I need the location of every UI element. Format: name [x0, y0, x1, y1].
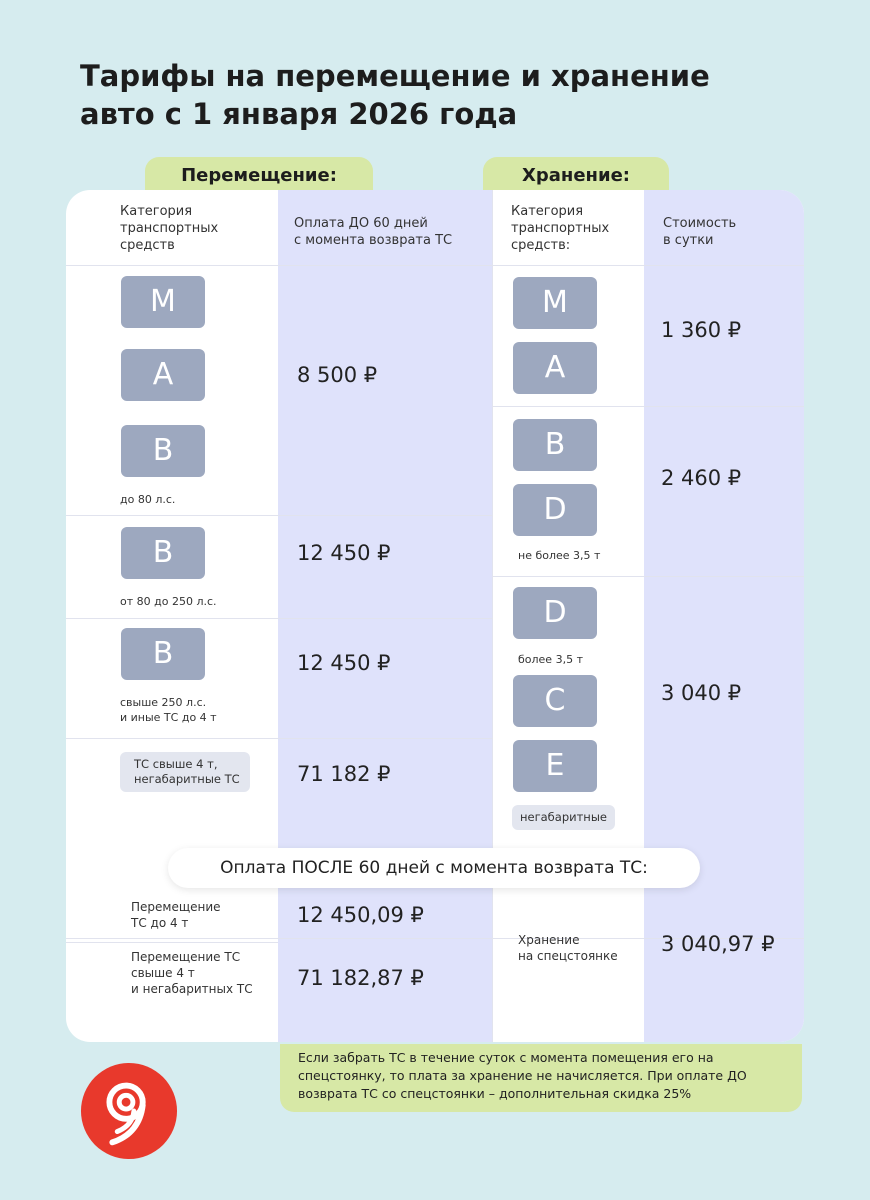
- after-store-price: 3 040,97 ₽: [661, 932, 775, 956]
- row-divider: [66, 618, 492, 619]
- category-b-badge: B: [513, 419, 597, 471]
- category-m-badge: M: [121, 276, 205, 328]
- category-b-badge: B: [121, 425, 205, 477]
- price: 2 460 ₽: [661, 466, 742, 490]
- tariff-card: [66, 190, 804, 1042]
- category-note: не более 3,5 т: [518, 549, 601, 562]
- price: 12 450 ₽: [297, 541, 391, 565]
- category-c-badge: C: [513, 675, 597, 727]
- price: 1 360 ₽: [661, 318, 742, 342]
- category-b-badge: B: [121, 527, 205, 579]
- page-title: Тарифы на перемещение и хранение авто с 1 января 2026 года: [80, 59, 710, 131]
- row-divider: [66, 738, 492, 739]
- category-b-badge: B: [121, 628, 205, 680]
- oversize-chip: негабаритные: [512, 805, 615, 830]
- category-note: свыше 250 л.с. и иные ТС до 4 т: [120, 696, 217, 724]
- price: 3 040 ₽: [661, 681, 742, 705]
- category-a-badge: A: [121, 349, 205, 401]
- category-a-badge: A: [513, 342, 597, 394]
- header-store-cost: Стоимость в сутки: [663, 216, 737, 248]
- header-move-category: Категория транспортных средств: [120, 204, 219, 253]
- column-divider: [492, 190, 493, 1042]
- category-m-badge: M: [513, 277, 597, 329]
- category-d-badge: D: [513, 484, 597, 536]
- after-move-label: Перемещение ТС до 4 т: [131, 900, 221, 930]
- category-d-badge: D: [513, 587, 597, 639]
- category-note: до 80 л.с.: [120, 493, 176, 506]
- row-divider: [492, 576, 804, 577]
- row-divider: [66, 942, 278, 943]
- category-e-badge: E: [513, 740, 597, 792]
- after-move-price: 12 450,09 ₽: [297, 903, 424, 927]
- tab-store: Хранение:: [483, 157, 669, 197]
- footnote: Если забрать ТС в течение суток с момента помещения его на спецстоянку, то плата за хранение не начисляется. При оплате ДО возврата ТС со спецстоянки – дополнительная скидка 25%: [280, 1044, 802, 1112]
- category-note: от 80 до 250 л.с.: [120, 595, 217, 608]
- tab-move: Перемещение:: [145, 157, 373, 197]
- price: 71 182 ₽: [297, 762, 391, 786]
- after-move-oversize-price: 71 182,87 ₽: [297, 966, 424, 990]
- moscow-transport-logo-icon: [80, 1062, 178, 1160]
- oversize-chip: ТС свыше 4 т, негабаритные ТС: [120, 752, 250, 792]
- price: 8 500 ₽: [297, 363, 378, 387]
- row-divider: [492, 406, 804, 407]
- header-store-category: Категория транспортных средств:: [511, 204, 610, 253]
- header-move-pay: Оплата ДО 60 дней с момента возврата ТС: [294, 216, 453, 248]
- after-60-days-label: Оплата ПОСЛЕ 60 дней с момента возврата ТС:: [168, 848, 700, 888]
- after-move-oversize-label: Перемещение ТС свыше 4 т и негабаритных ТС: [131, 950, 253, 996]
- price: 12 450 ₽: [297, 651, 391, 675]
- header-divider: [66, 265, 804, 266]
- category-note: более 3,5 т: [518, 653, 583, 666]
- after-store-label: Хранение на спецстоянке: [518, 933, 618, 963]
- row-divider: [66, 515, 492, 516]
